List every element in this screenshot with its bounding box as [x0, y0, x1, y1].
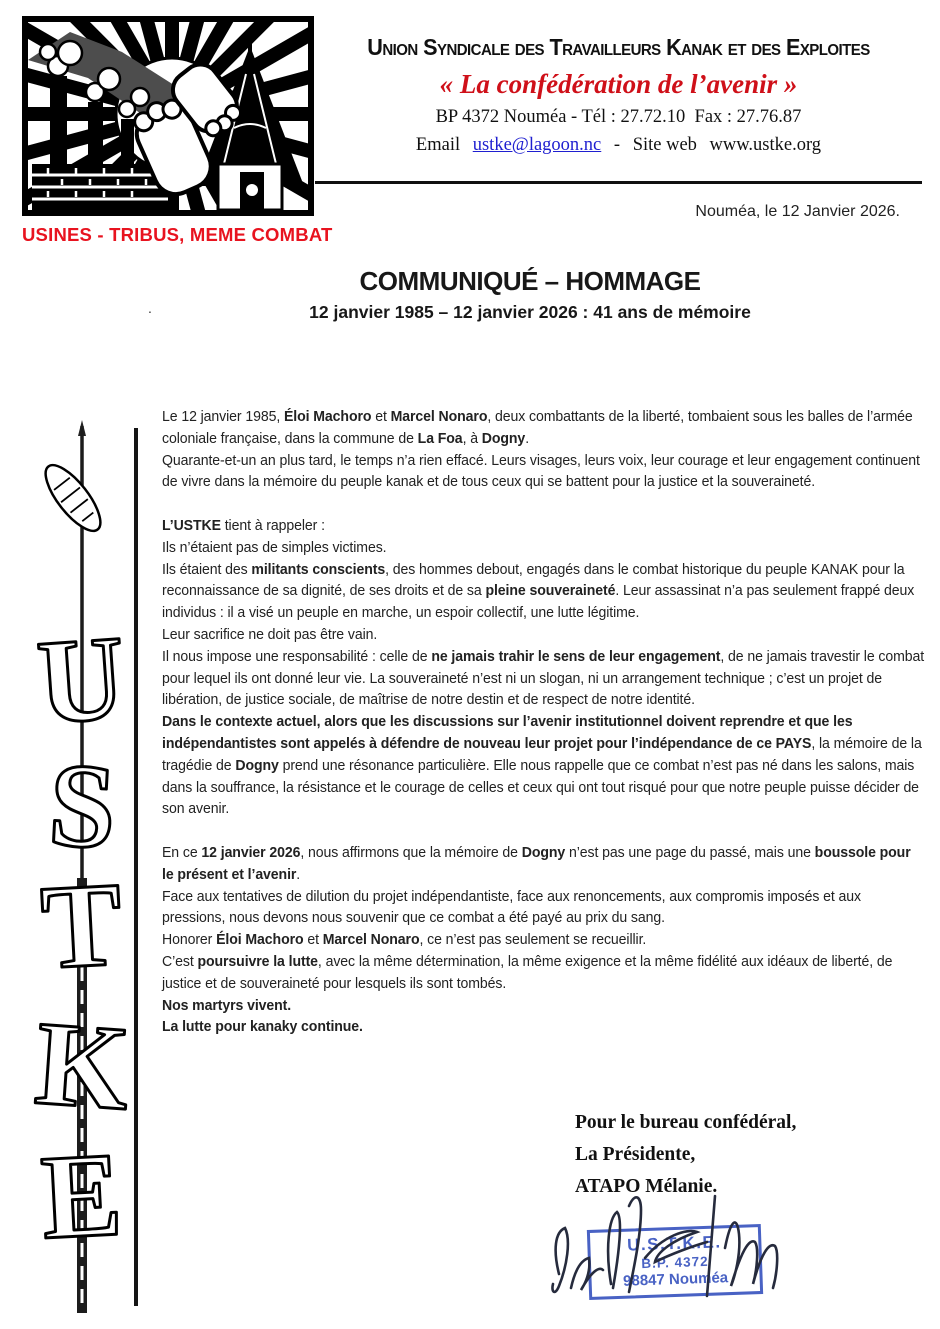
- vertical-divider: [134, 428, 138, 1306]
- bold-text-run: ne jamais trahir le sens de leur engagement: [431, 647, 721, 665]
- stamp-org: U.S.T.K.E.: [626, 1232, 722, 1255]
- date-line: Nouméa, le 12 Janvier 2026.: [695, 203, 900, 220]
- bold-text-run: Dans le contexte actuel, alors que les discussions sur l’avenir institutionnel doivent reprendre et que les indépendantistes sont appelés à défendre de nouveau leur projet pour l’indépendance de ce PAYS: [162, 713, 853, 752]
- stray-dot: .: [148, 300, 152, 316]
- shell-ornament: [37, 457, 110, 539]
- letter-u: U: [33, 610, 130, 749]
- text-run: prend une résonance particulière. Elle nous rappelle que ce combat n’est pas né dans les salons, mais dans la souffrance, la résistance et le courage de celles et ceux qui ont tout risqué pour que notre peuple puisse décider de son avenir.: [162, 756, 919, 818]
- text-run: et: [303, 931, 323, 949]
- bold-text-run: 12 janvier 2026: [201, 843, 301, 861]
- signature-line: Pour le bureau confédéral,: [575, 1112, 797, 1133]
- text-run: Face aux tentatives de dilution du projet indépendantiste, face aux renoncements, aux compromis imposés et aux pressions, nous devons nous souvenir que ce combat a été payé au prix du sang.: [162, 887, 861, 927]
- text-run: , ce n’est pas seulement se recueillir.: [419, 931, 647, 949]
- org-address-line: [315, 107, 922, 128]
- text-run: Il nous impose une responsabilité : celle de: [162, 647, 432, 665]
- text-run: .: [296, 865, 301, 883]
- letter-k: K: [31, 995, 134, 1136]
- letter-e: E: [38, 1127, 126, 1265]
- text-run: Le 12 janvier 1985,: [162, 408, 284, 425]
- bold-text-run: poursuivre la lutte: [197, 952, 318, 970]
- signature-line: ATAPO Mélanie.: [575, 1176, 718, 1197]
- bold-text-run: boussole pour le présent et l’avenir: [162, 843, 911, 883]
- letter-s: S: [45, 737, 120, 874]
- text-run: tient à rappeler :: [220, 516, 325, 534]
- handwritten-signature: [545, 1188, 795, 1318]
- text-run: , à: [462, 429, 482, 447]
- ustke-logo-illustration: [22, 16, 314, 216]
- stamp-city: 98847 Nouméa: [622, 1269, 729, 1290]
- bold-text-run: Marcel Nonaro: [322, 931, 420, 949]
- bold-text-run: Éloi Machoro: [216, 931, 304, 949]
- paragraph: [162, 515, 925, 820]
- body-text: [162, 406, 925, 1060]
- text-run: Honorer: [162, 931, 217, 949]
- header-divider: [315, 181, 922, 184]
- text-run: , avec la même détermination, la même exigence et la même fidélité aux idéaux de liberté, de justice et de souveraineté pour lesquels ils sont tombés.: [162, 952, 893, 992]
- text-run: . Leur assassinat n’a pas seulement frappé deux individus : il a visé un peuple en marche, un espoir collectif, une lutte légitime.: [162, 582, 915, 622]
- bold-text-run: militants conscients: [251, 560, 386, 578]
- text-run: Quarante-et-un an plus tard, le temps n’a rien effacé. Leurs visages, leurs voix, leur courage et leur engagement continuent de vivre dans la mémoire du peuple kanak et de tous ceux qui se battent pour la justice et la souveraineté.: [162, 451, 920, 491]
- site-url: www.ustke.org: [709, 135, 822, 155]
- bold-text-run: L’USTKE: [162, 516, 221, 534]
- bold-text-run: Éloi Machoro: [283, 408, 372, 425]
- logo-block: [22, 16, 333, 246]
- stamp-bp: B.P. 4372: [641, 1253, 709, 1272]
- bold-text-run: Marcel Nonaro: [390, 408, 488, 425]
- text-run: , nous affirmons que la mémoire de: [300, 843, 522, 861]
- site-label: Site web: [632, 135, 697, 155]
- bold-text-run: Dogny: [481, 429, 526, 447]
- bold-text-run: La Foa: [417, 429, 463, 447]
- text-run: Leur sacrifice ne doit pas être vain.: [162, 625, 378, 643]
- contact-separator: -: [613, 135, 621, 155]
- paragraph: [162, 406, 925, 493]
- address-text: BP 4372 Nouméa - Tél : 27.72.10 Fax : 27.76.87: [435, 107, 802, 127]
- email-link[interactable]: ustke@lagoon.nc: [472, 135, 602, 155]
- bold-text-run: Dogny: [521, 843, 566, 861]
- logo-slogan: USINES - TRIBUS, MEME COMBAT: [22, 224, 333, 245]
- text-run: , la mémoire de la tragédie de: [162, 734, 922, 774]
- text-run: n’est pas une page du passé, mais une: [565, 843, 815, 861]
- text-run: C’est: [162, 952, 198, 970]
- org-contact-line: [315, 135, 922, 156]
- text-run: , deux combattants de la liberté, tombaient sous les balles de l’armée coloniale française, dans la commune de: [162, 408, 913, 447]
- text-run: .: [525, 429, 530, 447]
- letterhead: [315, 34, 922, 156]
- text-run: , de ne jamais travestir le combat pour lequel ils ont donné leur vie. La souveraineté n’est ni un slogan, ni un arrangement technique ; c’est un projet de libération, de justice sociale, de maîtrise de notre destin et de respect de notre identité.: [162, 647, 925, 709]
- bold-text-run: Dogny: [235, 756, 279, 774]
- spear-letters: [31, 610, 133, 1264]
- org-tagline: « La confédération de l’avenir »: [439, 69, 798, 99]
- text-run: En ce: [162, 843, 202, 861]
- paragraph: [162, 842, 925, 1038]
- text-run: Ils étaient des: [162, 560, 252, 578]
- page-subtitle: 12 janvier 1985 – 12 janvier 2026 : 41 ans de mémoire: [309, 302, 751, 322]
- bold-text-run: pleine souveraineté: [485, 582, 616, 600]
- letter-t: T: [38, 857, 126, 995]
- text-run: Ils n’étaient pas de simples victimes.: [162, 538, 387, 556]
- signature-line: La Présidente,: [575, 1144, 696, 1165]
- page-title: COMMUNIQUÉ – HOMMAGE: [359, 266, 701, 296]
- org-name: Union Syndicale des Travailleurs Kanak et des Exploites: [367, 34, 870, 60]
- bold-text-run: Nos martyrs vivent.: [162, 996, 292, 1014]
- email-label: Email: [415, 135, 461, 155]
- text-run: et: [371, 408, 391, 425]
- ustke-spear-artwork: [25, 418, 137, 1318]
- text-run: , des hommes debout, engagés dans le combat historique du peuple KANAK pour la reconnaissance de sa dignité, de ses droits et de sa: [162, 560, 905, 600]
- bold-text-run: La lutte pour kanaky continue.: [162, 1018, 363, 1036]
